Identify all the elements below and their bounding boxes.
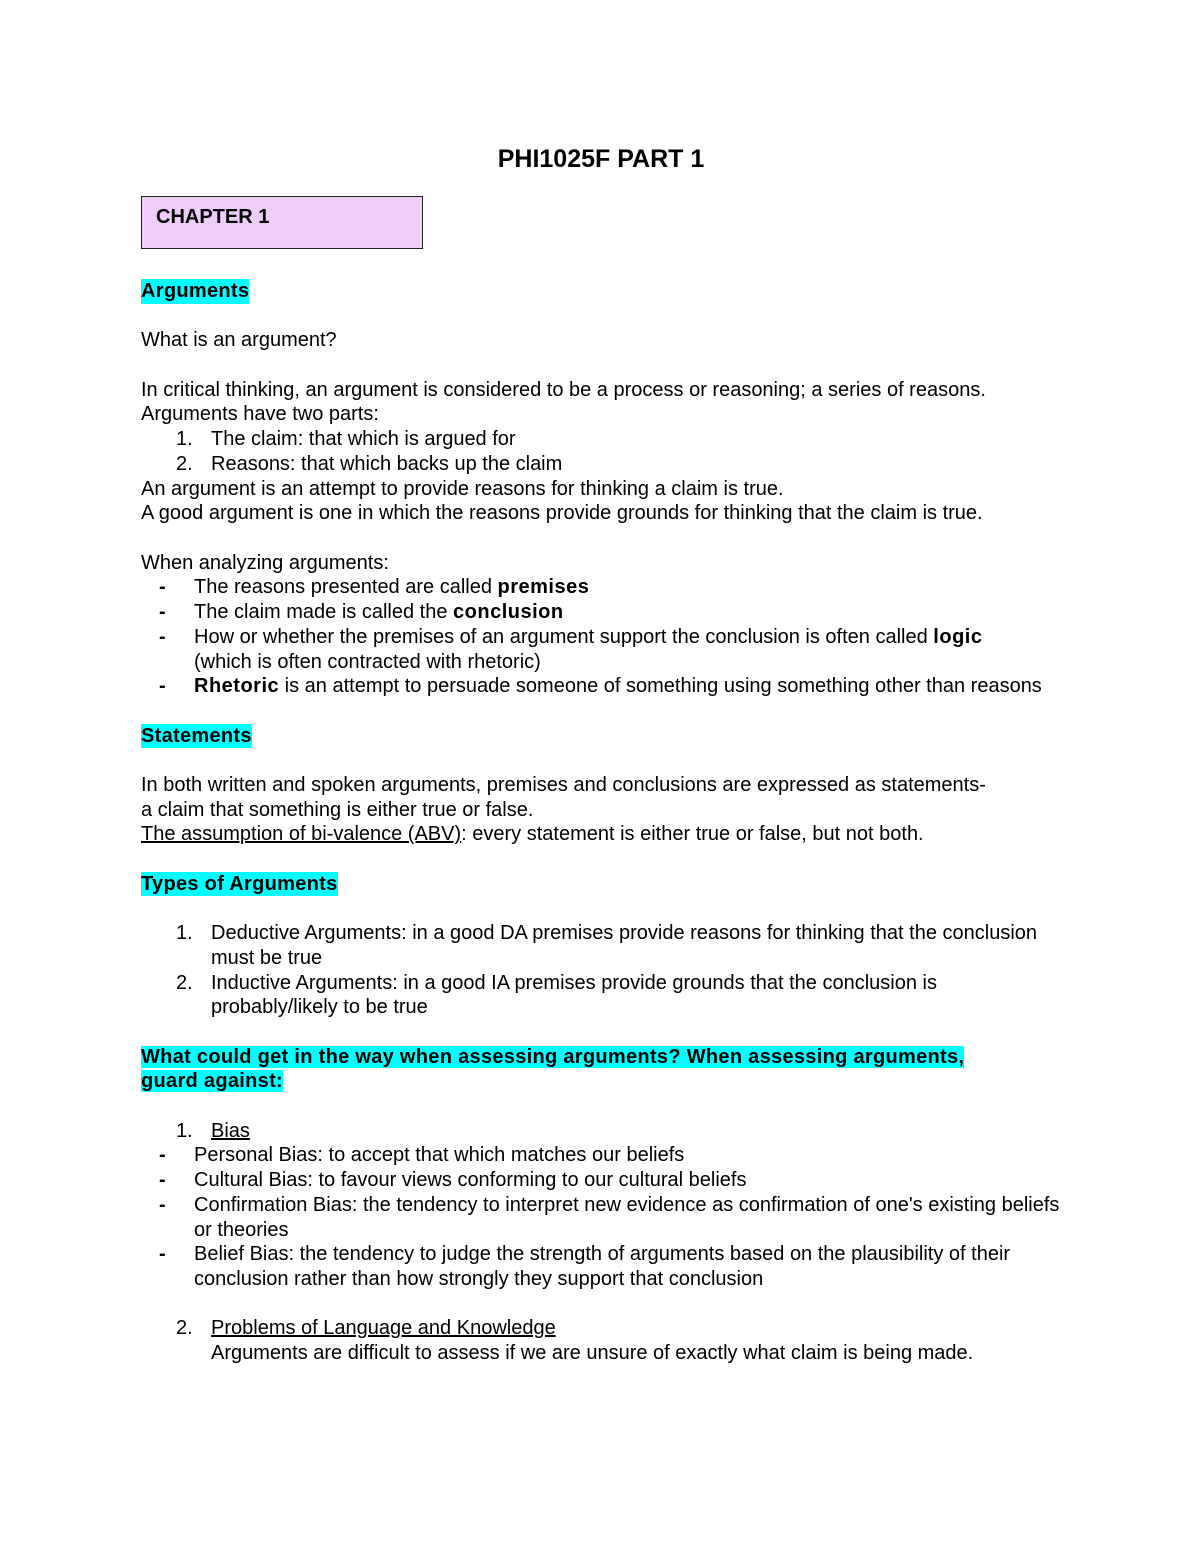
guard-list	[141, 1119, 1061, 1144]
bias-list	[141, 1143, 1061, 1291]
list-item: 1. Bias	[176, 1119, 250, 1142]
heading-statements: Statements	[141, 724, 252, 747]
argument-parts-list	[141, 427, 1061, 476]
guard-list-2	[141, 1316, 1061, 1365]
list-item: - Confirmation Bias: the tendency to interpret new evidence as confirmation of one's existing beliefs or theories	[159, 1193, 1060, 1241]
statements-text-2: a claim that something is either true or false.	[141, 798, 534, 821]
list-item: - Cultural Bias: to favour views conforming to our cultural beliefs	[159, 1169, 747, 1192]
list-item: - How or whether the premises of an argument support the conclusion is often called logic (which is often contracted with rhetoric)	[159, 625, 983, 673]
list-item: 1. Deductive Arguments: in a good DA premises provide reasons for thinking that the conclusion must be true	[176, 922, 1038, 969]
document-page	[141, 143, 1061, 1366]
list-item: - The reasons presented are called premises	[159, 576, 590, 599]
statements-text-1: In both written and spoken arguments, premises and conclusions are expressed as statements-	[141, 773, 986, 796]
abv-label: The assumption of bi-valence (ABV)	[141, 823, 462, 846]
argument-line-2: A good argument is one in which the reasons provide grounds for thinking that the claim is true.	[141, 502, 983, 525]
list-item: - Rhetoric is an attempt to persuade someone of something using something other than reasons	[159, 675, 1042, 698]
list-item: - Belief Bias: the tendency to judge the strength of arguments based on the plausibility of their conclusion rather than how strongly they support that conclusion	[159, 1243, 1011, 1290]
list-item: 2. Reasons: that which backs up the claim	[176, 452, 563, 475]
heading-guard: What could get in the way when assessing arguments? When assessing arguments, guard against:	[141, 1045, 965, 1093]
heading-types: Types of Arguments	[141, 872, 338, 895]
argument-question: What is an argument?	[141, 329, 337, 352]
list-item: - The claim made is called the conclusion	[159, 601, 564, 624]
types-list	[141, 921, 1061, 1020]
abv-line: The assumption of bi-valence (ABV): every statement is either true or false, but not both.	[141, 823, 924, 846]
page-title: PHI1025F PART 1	[497, 145, 705, 173]
analyzing-list	[141, 575, 1061, 699]
heading-arguments: Arguments	[141, 280, 250, 302]
argument-intro-1: In critical thinking, an argument is considered to be a process or reasoning; a series of reasons.	[141, 378, 986, 401]
argument-intro-2: Arguments have two parts:	[141, 403, 379, 426]
chapter-box: CHAPTER 1	[141, 196, 423, 249]
argument-line-1: An argument is an attempt to provide reasons for thinking a claim is true.	[141, 477, 784, 500]
list-item: 1. The claim: that which is argued for	[176, 428, 516, 451]
analyzing-label: When analyzing arguments:	[141, 551, 389, 574]
list-item: - Personal Bias: to accept that which matches our beliefs	[159, 1144, 685, 1167]
list-item: 2. Problems of Language and Knowledge Arguments are difficult to assess if we are unsure of exactly what claim is being made.	[176, 1317, 974, 1365]
list-item: 2. Inductive Arguments: in a good IA premises provide grounds that the conclusion is probably/likely to be true	[176, 971, 937, 1019]
